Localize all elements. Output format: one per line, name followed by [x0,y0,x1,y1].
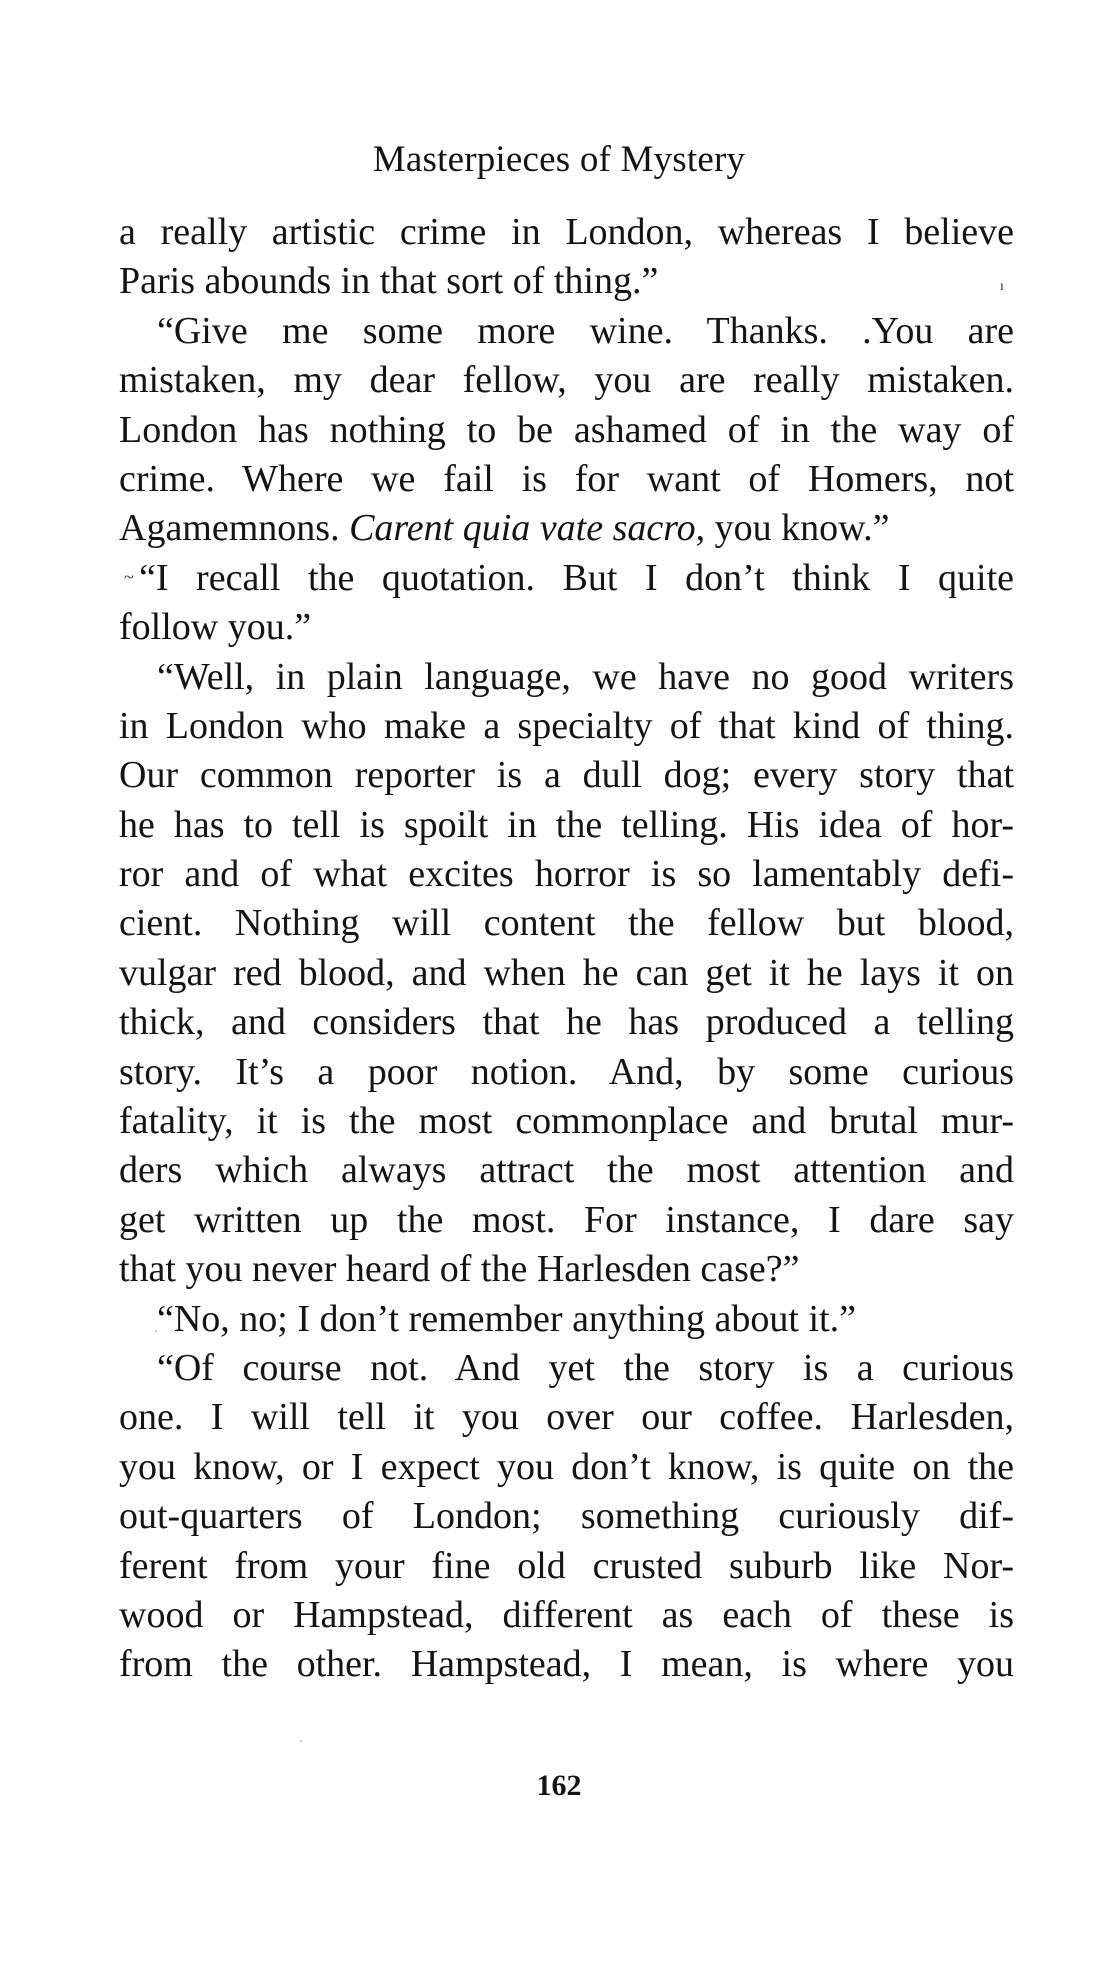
page-number: 162 [536,1769,582,1802]
text-line: that you never heard of the Harlesden case?” [119,1248,800,1291]
latin-quotation: Carent quia vate sacro [349,507,696,550]
stray-mark: ~ [124,567,134,587]
speck [300,1740,302,1742]
text-line: get written up the most. For instance, I dare say [119,1198,1014,1241]
text-line: ders which always attract the most attention and [119,1149,1014,1192]
text-line: ror and of what excites horror is so lamentably defi- [119,853,1014,896]
text-line: “Well, in plain language, we have no good writers [157,655,1014,698]
text-line: out-quarters of London; something curiously dif- [119,1495,1014,1538]
text-run: Agamemnons. [119,507,350,550]
text-line: wood or Hampstead, different as each of these is [119,1593,1014,1636]
text-line: vulgar red blood, and when he can get it he lays it on [119,951,1014,994]
text-line: “Of course not. And yet the story is a curious [157,1346,1014,1389]
text-line: “I recall the quotation. But I don’t think I quite [139,556,1014,599]
text-line: ferent from your fine old crusted suburb like Nor- [119,1544,1014,1587]
text-line: he has to tell is spoilt in the telling. His idea of hor- [119,803,1014,846]
text-line: mistaken, my dear fellow, you are really mistaken. [119,359,1014,402]
text-line: a really artistic crime in London, whereas I believe [119,211,1014,253]
text-line: fatality, it is the most commonplace and brutal mur- [119,1100,1014,1143]
text-line: follow you.” [119,606,312,649]
text-run: , you know.” [695,507,890,550]
text-line [119,504,1014,553]
text-line: “Give me some more wine. Thanks. .You are [157,309,1014,352]
text-line: one. I will tell it you over our coffee. Harlesden, [119,1396,1014,1439]
text-line: you know, or I expect you don’t know, is quite on the [119,1445,1014,1488]
text-line: London has nothing to be ashamed of in the way of [119,408,1014,451]
text-line: crime. Where we fail is for want of Homers, not [119,457,1014,500]
running-head: Masterpieces of Mystery [372,139,746,180]
text-line: thick, and considers that he has produced a telling [119,1001,1014,1044]
text-line: “No, no; I don’t remember anything about it.” [157,1297,856,1340]
speck [155,1330,157,1332]
text-line: in London who make a specialty of that kind of thing. [119,704,1014,747]
text-line: cient. Nothing will content the fellow but blood, [119,902,1014,945]
text-line: story. It’s a poor notion. And, by some curious [119,1050,1014,1093]
text-line: Our common reporter is a dull dog; every story that [119,754,1014,797]
stray-mark: ı [1000,279,1004,294]
text-line: Paris abounds in that sort of thing.” [119,260,659,303]
body-text [119,208,1014,1690]
text-line: from the other. Hampstead, I mean, is where you [119,1643,1014,1686]
